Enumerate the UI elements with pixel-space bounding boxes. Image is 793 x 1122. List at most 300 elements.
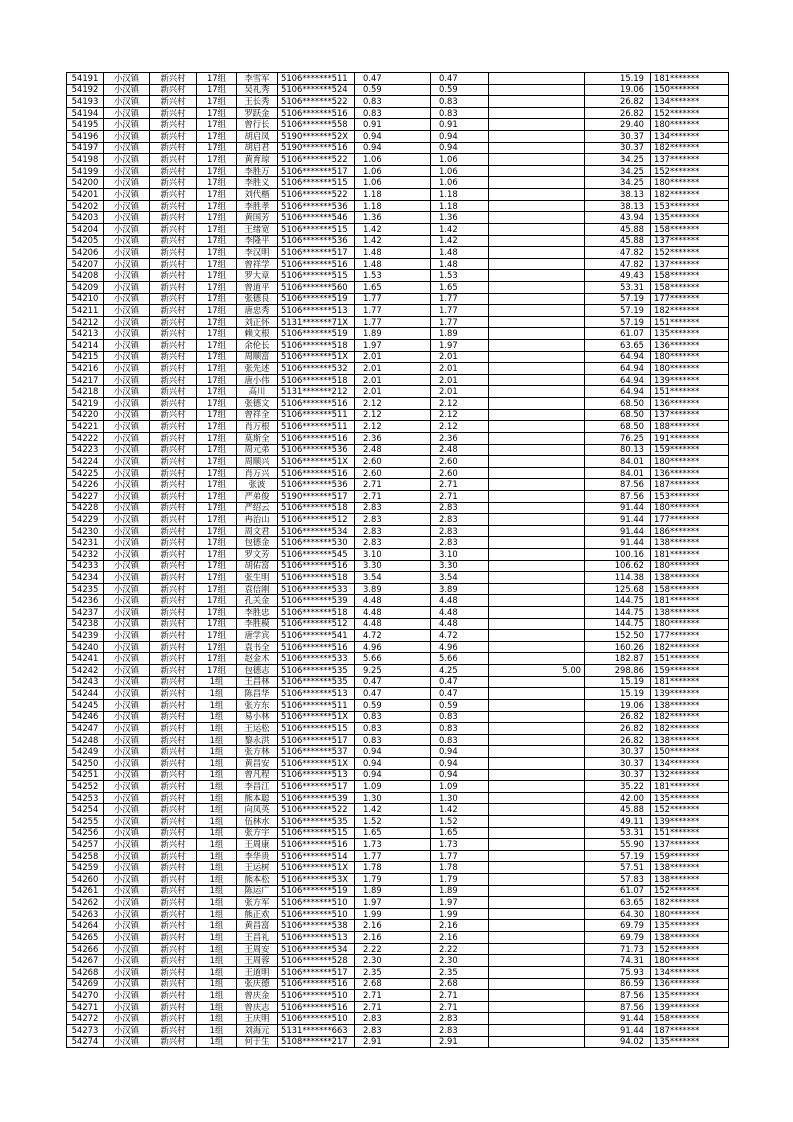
phone-cell: 187******* [651,1024,729,1036]
name-cell: 李昌江 [237,781,278,793]
value-a-cell: 1.73 [355,839,431,851]
value-c-cell [489,421,585,433]
group-cell: 17组 [197,73,237,85]
phone-cell: 152******* [651,165,729,177]
town-cell: 小汉镇 [104,641,150,653]
town-cell: 小汉镇 [104,1024,150,1036]
value-a-cell: 2.12 [355,409,431,421]
id-number-cell: 5106*******51X [278,351,355,363]
id-number-cell: 5106*******517 [278,734,355,746]
phone-cell: 181******* [651,73,729,85]
value-b-cell: 2.16 [431,932,489,944]
value-a-cell: 1.78 [355,862,431,874]
name-cell: 冉治山 [237,514,278,526]
record-number: 54267 [67,955,104,967]
value-c-cell [489,96,585,108]
record-number: 54200 [67,177,104,189]
village-cell: 新兴村 [150,688,197,700]
village-cell: 新兴村 [150,966,197,978]
record-number: 54199 [67,165,104,177]
amount-cell: 38.13 [585,189,651,201]
name-cell: 王周蓉 [237,955,278,967]
value-c-cell [489,131,585,143]
group-cell: 1组 [197,943,237,955]
name-cell: 吴礼秀 [237,84,278,96]
value-c-cell [489,281,585,293]
id-number-cell: 5106*******535 [278,816,355,828]
phone-cell: 159******* [651,665,729,677]
town-cell: 小汉镇 [104,804,150,816]
town-cell: 小汉镇 [104,363,150,375]
value-c-cell [489,769,585,781]
group-cell: 1组 [197,676,237,688]
id-number-cell: 5106*******511 [278,73,355,85]
value-a-cell: 0.83 [355,723,431,735]
village-cell: 新兴村 [150,316,197,328]
id-number-cell: 5106*******512 [278,618,355,630]
group-cell: 17组 [197,363,237,375]
value-c-cell [489,340,585,352]
name-cell: 刘海元 [237,1024,278,1036]
record-number: 54239 [67,630,104,642]
village-cell: 新兴村 [150,1013,197,1025]
town-cell: 小汉镇 [104,374,150,386]
value-a-cell: 1.06 [355,154,431,166]
record-number: 54270 [67,990,104,1002]
table-row [67,409,729,421]
table-row [67,1013,729,1025]
village-cell: 新兴村 [150,165,197,177]
village-cell: 新兴村 [150,293,197,305]
phone-cell: 177******* [651,630,729,642]
name-cell: 黄国芳 [237,212,278,224]
town-cell: 小汉镇 [104,897,150,909]
value-b-cell: 1.42 [431,235,489,247]
table-row [67,305,729,317]
value-c-cell [489,374,585,386]
value-c-cell [489,653,585,665]
phone-cell: 139******* [651,816,729,828]
group-cell: 17组 [197,409,237,421]
name-cell: 高川 [237,386,278,398]
id-number-cell: 5106*******510 [278,897,355,909]
phone-cell: 180******* [651,363,729,375]
town-cell: 小汉镇 [104,142,150,154]
group-cell: 17组 [197,165,237,177]
table-row [67,630,729,642]
phone-cell: 180******* [651,119,729,131]
table-row [67,897,729,909]
town-cell: 小汉镇 [104,154,150,166]
village-cell: 新兴村 [150,897,197,909]
group-cell: 17组 [197,119,237,131]
phone-cell: 151******* [651,386,729,398]
amount-cell: 30.37 [585,769,651,781]
group-cell: 17组 [197,537,237,549]
value-a-cell: 0.83 [355,711,431,723]
group-cell: 17组 [197,490,237,502]
name-cell: 李胜义 [237,177,278,189]
table-row [67,792,729,804]
town-cell: 小汉镇 [104,316,150,328]
id-number-cell: 5106*******558 [278,119,355,131]
value-a-cell: 0.83 [355,107,431,119]
record-number: 54234 [67,572,104,584]
amount-cell: 63.65 [585,897,651,909]
record-number: 54261 [67,885,104,897]
value-a-cell: 1.09 [355,781,431,793]
name-cell: 张方林 [237,746,278,758]
value-b-cell: 0.94 [431,131,489,143]
table-row [67,862,729,874]
record-number: 54191 [67,73,104,85]
value-b-cell: 0.83 [431,107,489,119]
name-cell: 向凤英 [237,804,278,816]
group-cell: 17组 [197,618,237,630]
table-row [67,328,729,340]
id-number-cell: 5106*******533 [278,653,355,665]
record-number: 54250 [67,757,104,769]
value-b-cell: 1.18 [431,189,489,201]
town-cell: 小汉镇 [104,107,150,119]
value-c-cell [489,490,585,502]
name-cell: 袁书全 [237,641,278,653]
phone-cell: 158******* [651,583,729,595]
value-b-cell: 0.83 [431,96,489,108]
id-number-cell: 5106*******534 [278,525,355,537]
record-number: 54273 [67,1024,104,1036]
town-cell: 小汉镇 [104,618,150,630]
value-a-cell: 2.22 [355,943,431,955]
village-cell: 新兴村 [150,932,197,944]
id-number-cell: 5106*******517 [278,966,355,978]
town-cell: 小汉镇 [104,281,150,293]
table-row [67,107,729,119]
id-number-cell: 5106*******534 [278,943,355,955]
group-cell: 17组 [197,107,237,119]
value-c-cell [489,885,585,897]
phone-cell: 180******* [651,177,729,189]
table-row [67,723,729,735]
record-number: 54229 [67,514,104,526]
phone-cell: 136******* [651,398,729,410]
phone-cell: 158******* [651,223,729,235]
record-number: 54257 [67,839,104,851]
town-cell: 小汉镇 [104,1001,150,1013]
table-row [67,432,729,444]
group-cell: 1组 [197,932,237,944]
id-number-cell: 5106*******519 [278,293,355,305]
phone-cell: 138******* [651,572,729,584]
village-cell: 新兴村 [150,223,197,235]
value-b-cell: 2.12 [431,421,489,433]
record-number: 54196 [67,131,104,143]
id-number-cell: 5106*******518 [278,572,355,584]
id-number-cell: 5106*******515 [278,723,355,735]
amount-cell: 87.56 [585,490,651,502]
value-a-cell: 4.96 [355,641,431,653]
town-cell: 小汉镇 [104,607,150,619]
name-cell: 黄昌富 [237,920,278,932]
record-number: 54225 [67,467,104,479]
phone-cell: 151******* [651,316,729,328]
table-row [67,398,729,410]
phone-cell: 135******* [651,212,729,224]
value-a-cell: 1.52 [355,816,431,828]
record-number: 54202 [67,200,104,212]
table-row [67,1024,729,1036]
id-number-cell: 5106*******539 [278,595,355,607]
group-cell: 1组 [197,1013,237,1025]
id-number-cell: 5106*******513 [278,769,355,781]
value-c-cell [489,432,585,444]
town-cell: 小汉镇 [104,630,150,642]
value-b-cell: 1.42 [431,223,489,235]
amount-cell: 30.37 [585,142,651,154]
phone-cell: 153******* [651,490,729,502]
id-number-cell: 5106*******516 [278,839,355,851]
group-cell: 1组 [197,723,237,735]
amount-cell: 47.82 [585,247,651,259]
value-b-cell: 2.91 [431,1036,489,1048]
village-cell: 新兴村 [150,850,197,862]
name-cell: 王运松 [237,723,278,735]
table-row [67,537,729,549]
table-row [67,363,729,375]
town-cell: 小汉镇 [104,223,150,235]
village-cell: 新兴村 [150,258,197,270]
table-row [67,1001,729,1013]
town-cell: 小汉镇 [104,688,150,700]
village-cell: 新兴村 [150,676,197,688]
value-a-cell: 3.10 [355,548,431,560]
village-cell: 新兴村 [150,1001,197,1013]
group-cell: 17组 [197,177,237,189]
name-cell: 唐学宾 [237,630,278,642]
group-cell: 1组 [197,885,237,897]
name-cell: 王昌礼 [237,932,278,944]
phone-cell: 188******* [651,421,729,433]
id-number-cell: 5106*******541 [278,630,355,642]
name-cell: 罗大章 [237,270,278,282]
id-number-cell: 5106*******511 [278,421,355,433]
value-b-cell: 1.65 [431,281,489,293]
group-cell: 17组 [197,131,237,143]
value-a-cell: 3.89 [355,583,431,595]
table-row [67,119,729,131]
record-number: 54232 [67,548,104,560]
id-number-cell: 5106*******515 [278,827,355,839]
id-number-cell: 5131*******663 [278,1024,355,1036]
name-cell: 刘代楷 [237,189,278,201]
amount-cell: 26.82 [585,96,651,108]
value-b-cell: 0.91 [431,119,489,131]
town-cell: 小汉镇 [104,966,150,978]
value-c-cell [489,165,585,177]
village-cell: 新兴村 [150,444,197,456]
value-a-cell: 2.12 [355,398,431,410]
id-number-cell: 5106*******546 [278,212,355,224]
group-cell: 1组 [197,769,237,781]
village-cell: 新兴村 [150,212,197,224]
town-cell: 小汉镇 [104,595,150,607]
amount-cell: 68.50 [585,421,651,433]
value-a-cell: 1.30 [355,792,431,804]
group-cell: 17组 [197,432,237,444]
group-cell: 1组 [197,897,237,909]
amount-cell: 57.19 [585,316,651,328]
table-row [67,781,729,793]
town-cell: 小汉镇 [104,270,150,282]
phone-cell: 138******* [651,699,729,711]
value-c-cell [489,943,585,955]
value-c-cell [489,781,585,793]
amount-cell: 91.44 [585,525,651,537]
village-cell: 新兴村 [150,467,197,479]
amount-cell: 64.94 [585,386,651,398]
id-number-cell: 5106*******516 [278,467,355,479]
value-c-cell [489,804,585,816]
group-cell: 1组 [197,908,237,920]
name-cell: 张方军 [237,897,278,909]
id-number-cell: 5106*******522 [278,96,355,108]
table-row [67,502,729,514]
value-c-cell [489,467,585,479]
id-number-cell: 5106*******560 [278,281,355,293]
value-c-cell [489,537,585,549]
record-number: 54213 [67,328,104,340]
value-c-cell [489,316,585,328]
phone-cell: 187******* [651,479,729,491]
amount-cell: 30.37 [585,131,651,143]
value-b-cell: 1.99 [431,908,489,920]
name-cell: 王道明 [237,966,278,978]
group-cell: 17组 [197,398,237,410]
name-cell: 曾祥学 [237,258,278,270]
id-number-cell: 5106*******517 [278,781,355,793]
record-number: 54223 [67,444,104,456]
group-cell: 17组 [197,572,237,584]
town-cell: 小汉镇 [104,792,150,804]
value-b-cell: 0.59 [431,699,489,711]
group-cell: 17组 [197,607,237,619]
town-cell: 小汉镇 [104,932,150,944]
town-cell: 小汉镇 [104,653,150,665]
table-body [67,73,729,1048]
table-row [67,270,729,282]
value-b-cell: 2.71 [431,490,489,502]
village-cell: 新兴村 [150,757,197,769]
phone-cell: 139******* [651,374,729,386]
table-row [67,699,729,711]
record-number: 54247 [67,723,104,735]
name-cell: 易小林 [237,711,278,723]
value-a-cell: 0.83 [355,96,431,108]
id-number-cell: 5106*******53X [278,874,355,886]
record-number: 54274 [67,1036,104,1048]
id-number-cell: 5106*******530 [278,537,355,549]
phone-cell: 180******* [651,502,729,514]
village-cell: 新兴村 [150,885,197,897]
value-a-cell: 1.77 [355,316,431,328]
value-b-cell: 1.48 [431,247,489,259]
amount-cell: 87.56 [585,1001,651,1013]
record-number: 54217 [67,374,104,386]
name-cell: 胡启君 [237,142,278,154]
amount-cell: 30.37 [585,757,651,769]
town-cell: 小汉镇 [104,200,150,212]
village-cell: 新兴村 [150,583,197,595]
value-a-cell: 4.48 [355,607,431,619]
group-cell: 17组 [197,200,237,212]
phone-cell: 159******* [651,444,729,456]
table-row [67,479,729,491]
name-cell: 包德志 [237,665,278,677]
name-cell: 王昌林 [237,676,278,688]
village-cell: 新兴村 [150,572,197,584]
table-row [67,165,729,177]
name-cell: 唐小伟 [237,374,278,386]
group-cell: 17组 [197,525,237,537]
phone-cell: 138******* [651,874,729,886]
name-cell: 何于生 [237,1036,278,1048]
phone-cell: 136******* [651,978,729,990]
amount-cell: 55.90 [585,839,651,851]
value-a-cell: 1.48 [355,247,431,259]
group-cell: 17组 [197,235,237,247]
phone-cell: 180******* [651,456,729,468]
value-c-cell [489,107,585,119]
value-b-cell: 1.30 [431,792,489,804]
table-row [67,932,729,944]
village-cell: 新兴村 [150,618,197,630]
town-cell: 小汉镇 [104,560,150,572]
value-c-cell [489,908,585,920]
phone-cell: 138******* [651,862,729,874]
group-cell: 17组 [197,96,237,108]
value-b-cell: 2.01 [431,374,489,386]
table-row [67,874,729,886]
value-b-cell: 4.96 [431,641,489,653]
village-cell: 新兴村 [150,792,197,804]
id-number-cell: 5106*******538 [278,920,355,932]
value-a-cell: 2.83 [355,514,431,526]
table-row [67,548,729,560]
value-a-cell: 0.94 [355,757,431,769]
group-cell: 1组 [197,688,237,700]
group-cell: 1组 [197,781,237,793]
value-a-cell: 1.18 [355,189,431,201]
id-number-cell: 5190*******516 [278,142,355,154]
town-cell: 小汉镇 [104,827,150,839]
group-cell: 1组 [197,850,237,862]
phone-cell: 158******* [651,281,729,293]
phone-cell: 181******* [651,548,729,560]
group-cell: 17组 [197,293,237,305]
id-number-cell: 5106*******513 [278,305,355,317]
value-a-cell: 2.35 [355,966,431,978]
town-cell: 小汉镇 [104,96,150,108]
value-c-cell [489,328,585,340]
value-c-cell [489,1036,585,1048]
village-cell: 新兴村 [150,595,197,607]
name-cell: 熊本松 [237,874,278,886]
name-cell: 伍林水 [237,816,278,828]
table-row [67,885,729,897]
id-number-cell: 5106*******515 [278,270,355,282]
id-number-cell: 5106*******539 [278,792,355,804]
value-b-cell: 2.83 [431,502,489,514]
